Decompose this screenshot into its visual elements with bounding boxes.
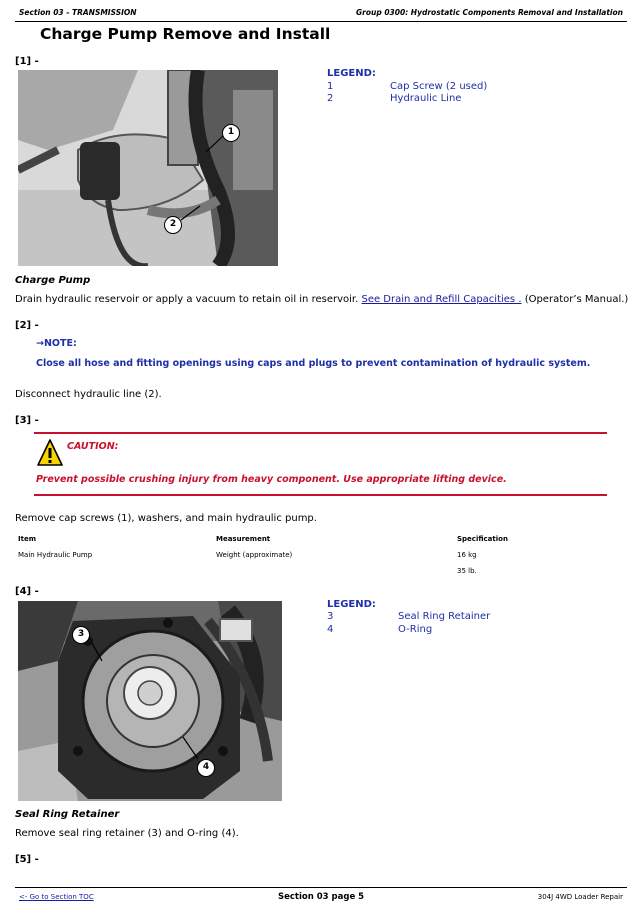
drain-refill-link[interactable]: See Drain and Refill Capacities . xyxy=(361,294,522,305)
instruction-text: Remove cap screws (1), washers, and main hydraulic pump. xyxy=(15,513,317,524)
spec-header-specification: Specification xyxy=(457,535,508,543)
warning-icon xyxy=(37,439,63,467)
section-toc-link[interactable]: <- Go to Section TOC xyxy=(19,893,94,901)
legend-text: O-Ring xyxy=(398,624,433,635)
spec-cell: 16 kg xyxy=(457,551,477,559)
callout-3: 3 xyxy=(72,626,90,644)
legend-text: Hydraulic Line xyxy=(390,93,462,104)
step-5-label: [5] - xyxy=(15,854,39,865)
figure-caption: Charge Pump xyxy=(15,275,91,286)
spec-cell: Weight (approximate) xyxy=(216,551,293,559)
callout-2: 2 xyxy=(164,216,182,234)
step-2-label: [2] - xyxy=(15,320,39,331)
spec-header-item: Item xyxy=(18,535,36,543)
charge-pump-photo xyxy=(18,70,278,266)
instruction-text: Drain hydraulic reservoir or apply a vacuum to retain oil in reservoir. See Drain and Refill Capacities . (Operator’s Manual.) xyxy=(15,294,629,305)
step-4-label: [4] - xyxy=(15,586,39,597)
footer-divider xyxy=(15,887,627,888)
spec-cell: Main Hydraulic Pump xyxy=(18,551,93,559)
legend-num: 1 xyxy=(327,81,334,92)
spec-header-measurement: Measurement xyxy=(216,535,271,543)
manual-title: 304J 4WD Loader Repair xyxy=(537,893,623,901)
callout-4: 4 xyxy=(197,759,215,777)
legend-text: Seal Ring Retainer xyxy=(398,611,491,622)
legend-num: 3 xyxy=(327,611,334,622)
callout-1: 1 xyxy=(222,124,240,142)
legend-heading: LEGEND: xyxy=(327,68,376,79)
section-header: Section 03 - TRANSMISSION xyxy=(19,8,137,17)
page-title: Charge Pump Remove and Install xyxy=(40,25,331,43)
legend-text: Cap Screw (2 used) xyxy=(390,81,488,92)
spec-cell: 35 lb. xyxy=(457,567,477,575)
header-divider xyxy=(15,21,627,22)
caution-heading: CAUTION: xyxy=(67,441,119,452)
seal-ring-retainer-photo xyxy=(18,601,282,801)
step-3-label: [3] - xyxy=(15,415,39,426)
note-text: Close all hose and fitting openings using caps and plugs to prevent contamination of hydraulic system. xyxy=(36,358,591,369)
legend-heading: LEGEND: xyxy=(327,599,376,610)
instruction-text: Remove seal ring retainer (3) and O-ring (4). xyxy=(15,828,239,839)
caution-bottom-rule xyxy=(34,494,607,496)
group-header: Group 0300: Hydrostatic Components Removal and Installation xyxy=(356,8,623,17)
step-1-label: [1] - xyxy=(15,56,39,67)
legend-num: 2 xyxy=(327,93,334,104)
caution-top-rule xyxy=(34,432,607,434)
caution-text: Prevent possible crushing injury from heavy component. Use appropriate lifting device. xyxy=(36,474,507,485)
instruction-text: Disconnect hydraulic line (2). xyxy=(15,389,162,400)
figure-caption: Seal Ring Retainer xyxy=(15,809,120,820)
page-number: Section 03 page 5 xyxy=(278,892,365,902)
note-heading: →NOTE: xyxy=(36,338,77,349)
legend-num: 4 xyxy=(327,624,334,635)
